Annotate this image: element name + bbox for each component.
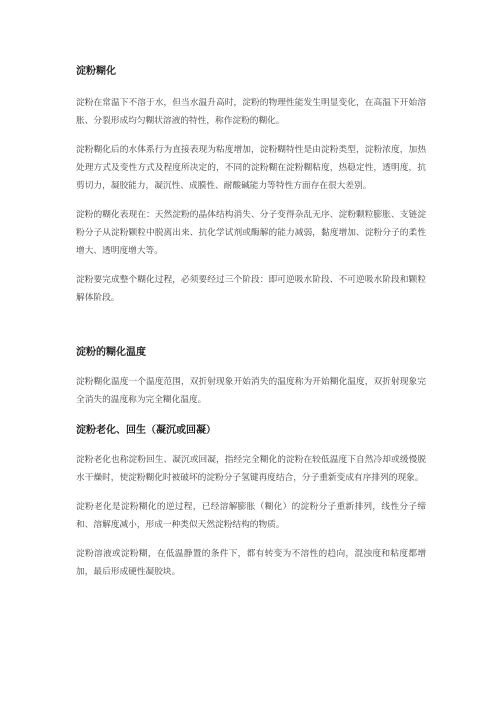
paragraph: 淀粉的糊化表现在：天然淀粉的晶体结构消失、分子变得杂乱无序、淀粉颗粒膨胀、支链淀粉分子从淀粉颗粒中脱离出来、抗化学试剂或酶解的能力减弱，黏度增加、淀粉分子的柔性增大、透明度增大等。 — [76, 210, 426, 256]
paragraph: 淀粉糊化温度一个温度范围，双折射现象开始消失的温度称为开始糊化温度，双折射现象完全消失的温度称为完全糊化温度。 — [76, 377, 426, 405]
paragraph: 淀粉糊化后的水体系行为直接表现为粘度增加，淀粉糊特性是由淀粉类型，淀粉浓度，加热处理方式及变性方式及程度所决定的，不同的淀粉糊在淀粉糊粘度，热稳定性，透明度，抗剪切力，凝胶能力，凝沉性、成膜性、耐酸碱能力等特性方面存在很大差别。 — [76, 145, 426, 191]
section-starch-gelatinization — [76, 64, 426, 307]
paragraph: 淀粉老化是淀粉糊化的逆过程，已经溶解膨胀（糊化）的淀粉分子重新排列，线性分子缔和、溶解度减小，形成一种类似天然淀粉结构的物质。 — [76, 502, 426, 530]
paragraph: 淀粉溶液或淀粉糊，在低温静置的条件下，都有转变为不溶性的趋向，混浊度和粘度都增加，最后形成硬性凝胶块。 — [76, 549, 426, 577]
section-title: 淀粉老化、回生（凝沉或回凝） — [76, 425, 216, 436]
section-gelatinization-temperature — [76, 345, 426, 409]
section-starch-retrogradation — [76, 423, 426, 581]
section-title: 淀粉糊化 — [76, 66, 116, 77]
paragraph: 淀粉要完成整个糊化过程，必须要经过三个阶段：即可逆吸水阶段、不可逆吸水阶段和颗粒解体阶段。 — [76, 275, 426, 303]
document-page — [76, 64, 426, 592]
paragraph: 淀粉老化也称淀粉回生、凝沉或回凝，指经完全糊化的淀粉在较低温度下自然冷却或缓慢脱水干燥时，使淀粉糊化时被破坏的淀粉分子氢键再度结合，分子重新变成有序排列的现象。 — [76, 455, 426, 483]
section-title: 淀粉的糊化温度 — [76, 347, 146, 358]
paragraph: 淀粉在常温下不溶于水，但当水温升高时，淀粉的物理性能发生明显变化，在高温下开始溶胀、分裂形成均匀糊状溶液的特性，称作淀粉的糊化。 — [76, 98, 426, 126]
